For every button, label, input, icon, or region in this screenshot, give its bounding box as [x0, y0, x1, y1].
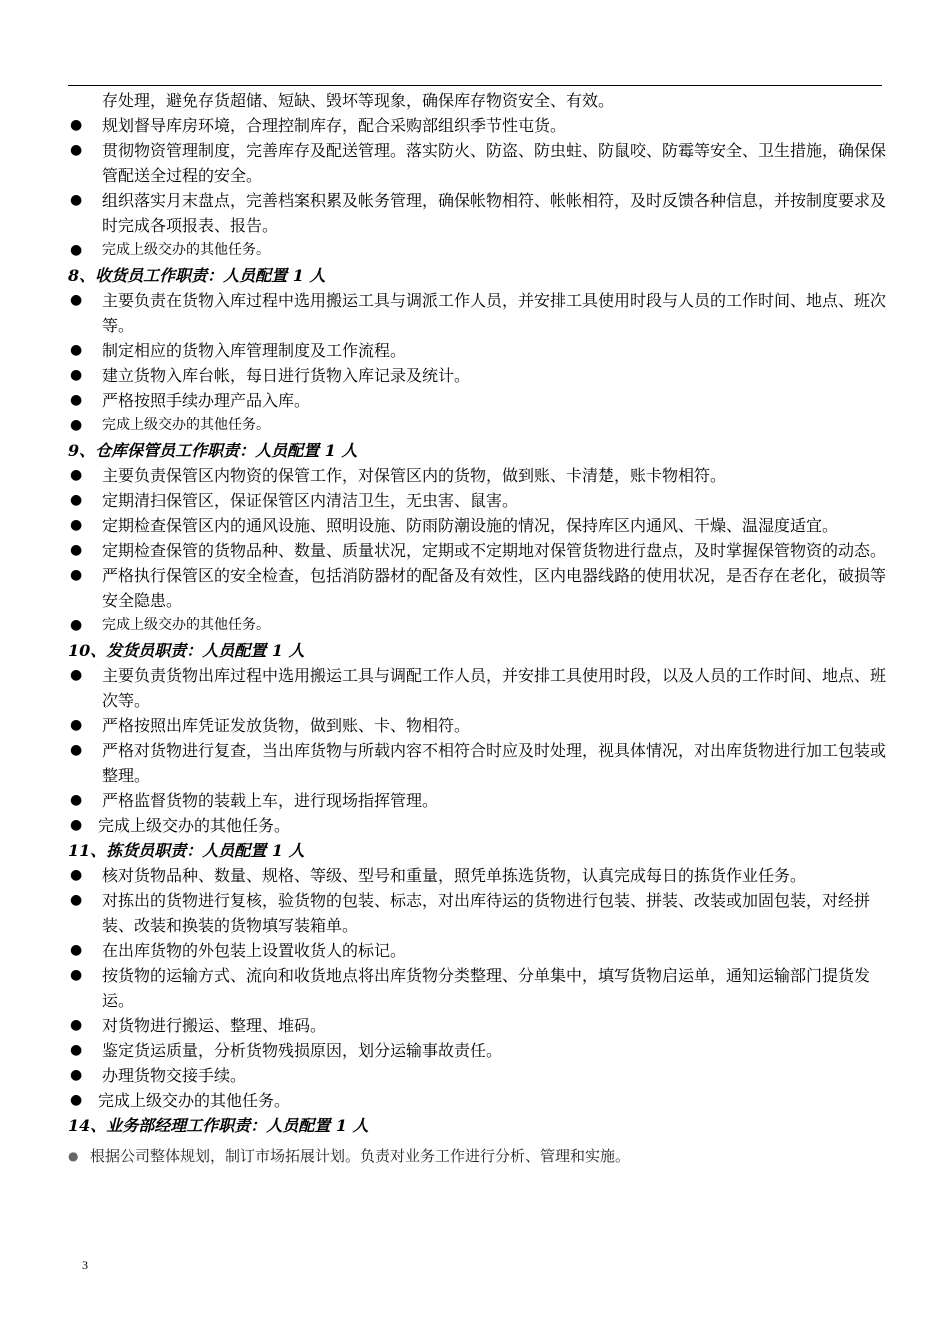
- bullet-icon: ●: [70, 967, 83, 983]
- list-item: ● 严格监督货物的装载上车，进行现场指挥管理。: [68, 788, 890, 813]
- bullet-icon: ●: [70, 242, 83, 258]
- section-heading: 10、发货员职责：人员配置 1 人: [68, 641, 305, 660]
- list-item: ● 在出库货物的外包装上设置收货人的标记。: [68, 938, 890, 963]
- bullet-icon: ●: [70, 367, 83, 383]
- bullet-icon: ●: [70, 117, 83, 133]
- bullet-icon: ●: [70, 1017, 83, 1033]
- list-item: ● 严格执行保管区的安全检查，包括消防器材的配备及有效性，区内电器线路的使用状况，是否存在老化，破损等安全隐患。: [68, 563, 890, 613]
- bullet-icon: ●: [70, 1042, 83, 1058]
- list-item: ● 根据公司整体规划，制订市场拓展计划。负责对业务工作进行分析、管理和实施。: [68, 1144, 890, 1169]
- list-item: ● 定期检查保管的货物品种、数量、质量状况，定期或不定期地对保管货物进行盘点，及时掌握保管物资的动态。: [68, 538, 890, 563]
- bullet-icon: ●: [70, 1067, 83, 1083]
- list-item: ● 贯彻物资管理制度，完善库存及配送管理。落实防火、防盗、防虫蛀、防鼠咬、防霉等安全、卫生措施，确保保管配送全过程的安全。: [68, 138, 890, 188]
- bullet-icon: ●: [70, 942, 83, 958]
- list-item: ● 办理货物交接手续。: [68, 1063, 890, 1088]
- list-item: ● 对货物进行搬运、整理、堆码。: [68, 1013, 890, 1038]
- list-item: ● 制定相应的货物入库管理制度及工作流程。: [68, 338, 890, 363]
- bullet-icon: ●: [70, 892, 83, 908]
- list-item: ● 主要负责货物出库过程中选用搬运工具与调配工作人员，并安排工具使用时段，以及人员的工作时间、地点、班次等。: [68, 663, 890, 713]
- bullet-icon: ●: [70, 492, 83, 508]
- bullet-icon: ●: [70, 792, 83, 808]
- bullet-icon: ●: [70, 717, 83, 733]
- page-number: 3: [82, 1258, 88, 1272]
- list-item: ● 严格按照出库凭证发放货物，做到账、卡、物相符。: [68, 713, 890, 738]
- bullet-icon: ●: [70, 342, 83, 358]
- list-item: ● 按货物的运输方式、流向和收货地点将出库货物分类整理、分单集中，填写货物启运单，通知运输部门提货发运。: [68, 963, 890, 1013]
- list-item: ● 严格对货物进行复查，当出库货物与所载内容不相符合时应及时处理，视具体情况，对出库货物进行加工包装或整理。: [68, 738, 890, 788]
- bullet-icon: ●: [70, 542, 83, 558]
- section-heading: 9、仓库保管员工作职责：人员配置 1 人: [68, 441, 358, 460]
- bullet-icon: ●: [70, 142, 83, 158]
- list-item: ● 规划督导库房环境，合理控制库存，配合采购部组织季节性屯货。: [68, 113, 890, 138]
- list-item: ● 定期检查保管区内的通风设施、照明设施、防雨防潮设施的情况，保持库区内通风、干燥、温湿度适宜。: [68, 513, 890, 538]
- list-item: ● 严格按照手续办理产品入库。: [68, 388, 890, 413]
- list-item: ● 完成上级交办的其他任务。: [68, 413, 890, 438]
- bullet-icon: ●: [70, 192, 83, 208]
- bullet-icon: ●: [68, 1149, 79, 1163]
- bullet-icon: ●: [70, 617, 83, 633]
- section-heading: 11、拣货员职责：人员配置 1 人: [68, 841, 305, 860]
- bullet-icon: ●: [70, 417, 83, 433]
- list-item: ● 完成上级交办的其他任务。: [68, 1088, 890, 1113]
- bullet-icon: ●: [70, 742, 83, 758]
- list-item: ● 对拣出的货物进行复核，验货物的包装、标志，对出库待运的货物进行包装、拼装、改装或加固包装，对经拼装、改装和换装的货物填写装箱单。: [68, 888, 890, 938]
- list-item: ● 建立货物入库台帐，每日进行货物入库记录及统计。: [68, 363, 890, 388]
- bullet-icon: ●: [70, 667, 83, 683]
- bullet-icon: ●: [70, 292, 83, 308]
- list-item: ● 组织落实月末盘点，完善档案积累及帐务管理，确保帐物相符、帐帐相符，及时反馈各种信息，并按制度要求及时完成各项报表、报告。: [68, 188, 890, 238]
- list-item: ● 主要负责保管区内物资的保管工作，对保管区内的货物，做到账、卡清楚，账卡物相符。: [68, 463, 890, 488]
- list-item: ● 主要负责在货物入库过程中选用搬运工具与调派工作人员，并安排工具使用时段与人员的工作时间、地点、班次等。: [68, 288, 890, 338]
- list-item: ● 完成上级交办的其他任务。: [68, 613, 890, 638]
- header-rule: [68, 85, 882, 86]
- bullet-icon: ●: [70, 467, 83, 483]
- list-item: ● 完成上级交办的其他任务。: [68, 813, 890, 838]
- list-item: ● 鉴定货运质量，分析货物残损原因，划分运输事故责任。: [68, 1038, 890, 1063]
- section-heading: 14、业务部经理工作职责：人员配置 1 人: [68, 1116, 369, 1135]
- bullet-icon: ●: [70, 867, 83, 883]
- list-item: ● 完成上级交办的其他任务。: [68, 238, 890, 263]
- section-heading: 8、收货员工作职责：人员配置 1 人: [68, 266, 326, 285]
- list-item: ● 定期清扫保管区，保证保管区内清洁卫生，无虫害、鼠害。: [68, 488, 890, 513]
- bullet-icon: ●: [70, 1092, 83, 1108]
- document-body: [68, 88, 890, 1169]
- bullet-icon: ●: [70, 392, 83, 408]
- bullet-icon: ●: [70, 817, 83, 833]
- bullet-icon: ●: [70, 567, 83, 583]
- intro-continuation: 存处理，避免存货超储、短缺、毁坏等现象，确保库存物资安全、有效。: [102, 91, 615, 110]
- bullet-icon: ●: [70, 517, 83, 533]
- list-item: ● 核对货物品种、数量、规格、等级、型号和重量，照凭单拣选货物，认真完成每日的拣货作业任务。: [68, 863, 890, 888]
